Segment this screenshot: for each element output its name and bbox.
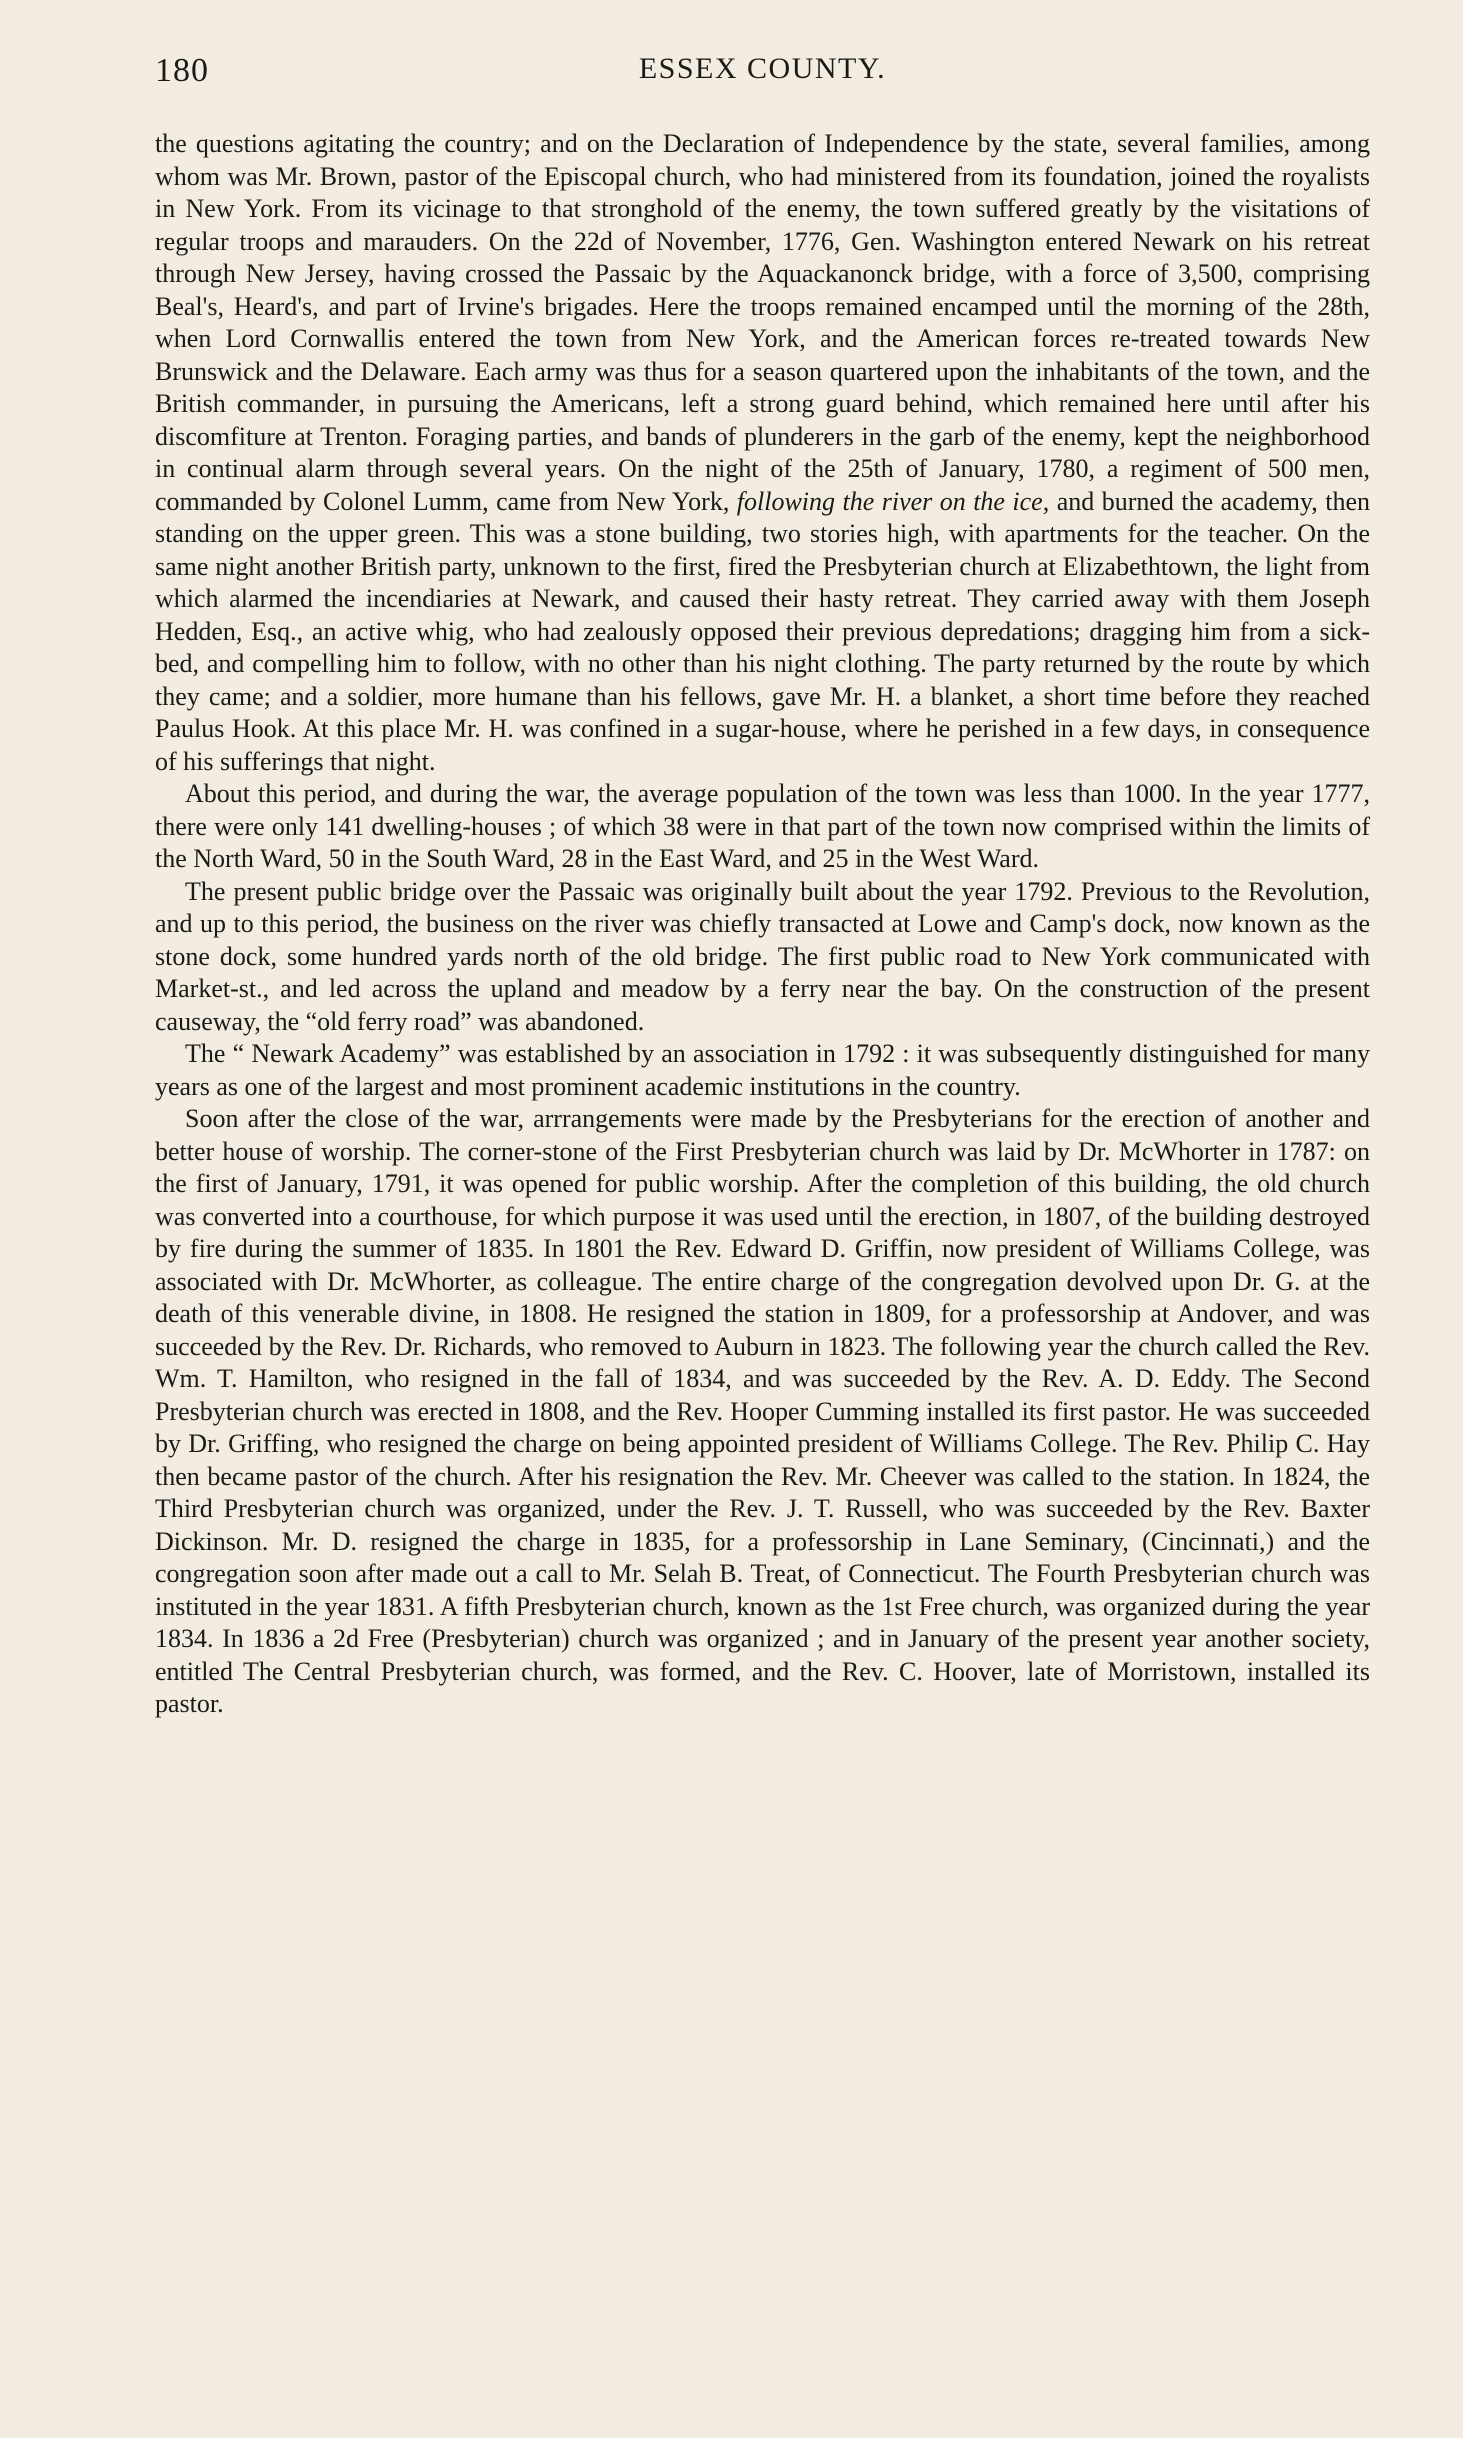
paragraph-2: About this period, and during the war, the average population of the town was less than 1000. In the year 1777, there were only 141 dwelling-houses ; of which 38 were in that part of the town now comprised within the limits of the North Ward, 50 in the South Ward, 28 in the East Ward, and 25 in the West Ward. xyxy=(155,779,1370,873)
running-head: ESSEX COUNTY. xyxy=(638,52,887,85)
page-header xyxy=(155,52,1370,96)
paragraph-4: The “ Newark Academy” was established by an association in 1792 : it was subsequently distinguished for many years as one of the largest and most prominent academic institutions in the country. xyxy=(155,1039,1370,1101)
paragraph-1-italic-phrase: following the river on the ice, xyxy=(736,486,1050,516)
body-text xyxy=(155,128,1370,1721)
paragraph-1 xyxy=(155,128,1370,778)
paragraph-3: The present public bridge over the Passaic was originally built about the year 1792. Previous to the Revolution, and up to this period, the business on the river was chiefly transacted at Lowe and Camp's dock, now known as the stone dock, some hundred yards north of the old bridge. The first public road to New York communicated with Market-st., and led across the upland and meadow by a ferry near the bay. On the construction of the present causeway, the “old ferry road” was abandoned. xyxy=(155,876,1370,1036)
page-number: 180 xyxy=(155,52,209,89)
paragraph-1-text-a: the questions agitating the country; and on the Declaration of Independence by the state, several families, among whom was Mr. Brown, pastor of the Episcopal church, who had ministered from its foundation, joined the royalists in New York. From its vicinage to that stronghold of the enemy, the town suffered greatly by the visitations of regular troops and marauders. On the 22d of November, 1776, Gen. Washington entered Newark on his retreat through New Jersey, having crossed the Passaic by the Aquackanonck bridge, with a force of 3,500, comprising Beal's, Heard's, and part of Irvine's brigades. Here the troops remained encamped until the morning of the 28th, when Lord Cornwallis entered the town from New York, and the American forces re-treated towards New Brunswick and the Delaware. Each army was thus for a season quartered upon the inhabitants of the town, and the British commander, in pursuing the Americans, left a strong guard behind, which remained here until after his discomfiture at Trenton. Foraging parties, and bands of plunderers in the garb of the enemy, kept the neighborhood in continual alarm through several years. On the night of the 25th of January, 1780, a regiment of 500 men, commanded by Colonel Lumm, came from New York, xyxy=(155,129,1370,516)
paragraph-5: Soon after the close of the war, arrrangements were made by the Presbyterians for the erection of another and better house of worship. The corner-stone of the First Presbyterian church was laid by Dr. McWhorter in 1787: on the first of January, 1791, it was opened for public worship. After the completion of this building, the old church was converted into a courthouse, for which purpose it was used until the erection, in 1807, of the building destroyed by fire during the summer of 1835. In 1801 the Rev. Edward D. Griffin, now president of Williams College, was associated with Dr. McWhorter, as colleague. The entire charge of the congregation devolved upon Dr. G. at the death of this venerable divine, in 1808. He resigned the station in 1809, for a professorship at Andover, and was succeeded by the Rev. Dr. Richards, who removed to Auburn in 1823. The following year the church called the Rev. Wm. T. Hamilton, who resigned in the fall of 1834, and was succeeded by the Rev. A. D. Eddy. The Second Presbyterian church was erected in 1808, and the Rev. Hooper Cumming installed its first pastor. He was succeeded by Dr. Griffing, who resigned the charge on being appointed president of Williams College. The Rev. Philip C. Hay then became pastor of the church. After his resignation the Rev. Mr. Cheever was called to the station. In 1824, the Third Presbyterian church was organized, under the Rev. J. T. Russell, who was succeeded by the Rev. Baxter Dickinson. Mr. D. resigned the charge in 1835, for a professorship in Lane Seminary, (Cincinnati,) and the congregation soon after made out a call to Mr. Selah B. Treat, of Connecticut. The Fourth Presbyterian church was instituted in the year 1831. A fifth Presbyterian church, known as the 1st Free church, was organized during the year 1834. In 1836 a 2d Free (Presbyterian) church was organized ; and in January of the present year another society, entitled The Central Presbyterian church, was formed, and the Rev. C. Hoover, late of Morristown, installed its pastor. xyxy=(155,1104,1370,1718)
paragraph-1-text-b: and burned the academy, then standing on the upper green. This was a stone building, two stories high, with apartments for the teacher. On the same night another British party, unknown to the first, fired the Presbyterian church at Elizabethtown, the light from which alarmed the incendiaries at Newark, and caused their hasty retreat. They carried away with them Joseph Hedden, Esq., an active whig, who had zealously opposed their previous depredations; dragging him from a sick-bed, and compelling him to follow, with no other than his night clothing. The party returned by the route by which they came; and a soldier, more humane than his fellows, gave Mr. H. a blanket, a short time before they reached Paulus Hook. At this place Mr. H. was confined in a sugar-house, where he perished in a few days, in consequence of his sufferings that night. xyxy=(155,486,1371,776)
